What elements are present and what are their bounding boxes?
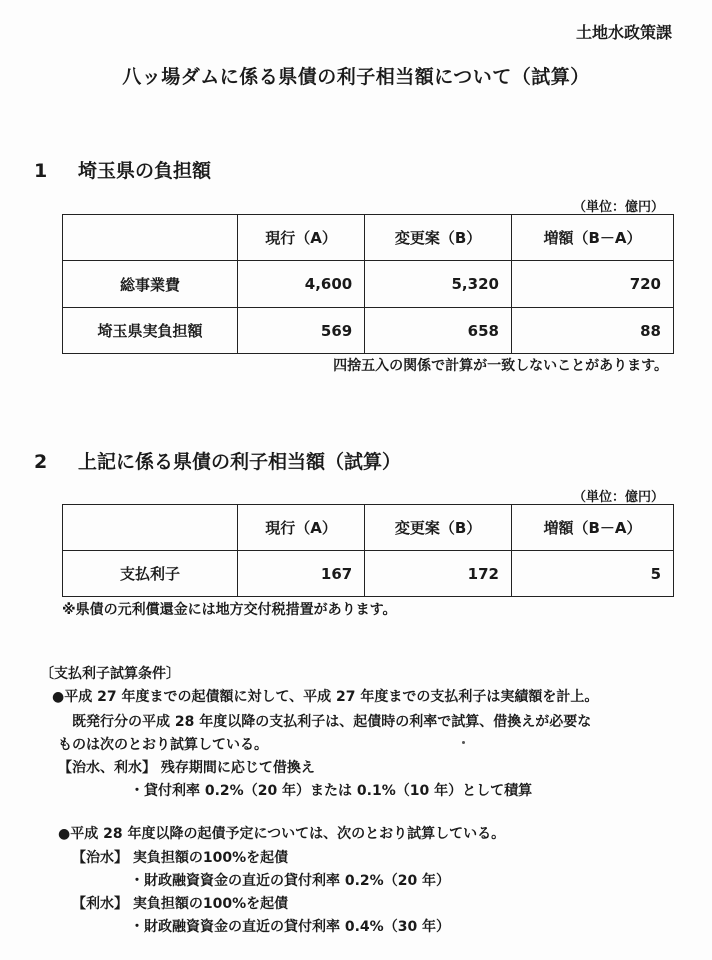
- condition-line: ・財政融資資金の直近の貸付利率 0.2%（20 年）: [130, 873, 451, 889]
- value-increase: 5: [511, 551, 673, 597]
- condition-line: ●平成 28 年度以降の起債予定については、次のとおり試算している。: [58, 826, 506, 842]
- section1-unit: （単位：億円）: [572, 200, 664, 215]
- value-proposed: 5,320: [365, 261, 512, 308]
- condition-line: 【利水】 実負担額の100%を起債: [72, 896, 289, 912]
- header-cell-empty: [63, 505, 238, 551]
- condition-line: 【治水、利水】 残存期間に応じて借換え: [58, 760, 315, 776]
- row-label: 支払利子: [63, 551, 238, 597]
- header-cell-proposed: 変更案（B）: [365, 505, 512, 551]
- section2-title: 上記に係る県債の利子相当額（試算）: [78, 451, 402, 473]
- section2-table: [62, 504, 674, 597]
- header-cell-increase: 増額（B－A）: [511, 505, 673, 551]
- table-row: [63, 551, 674, 597]
- header-cell-current: 現行（A）: [238, 505, 365, 551]
- value-proposed: 658: [365, 308, 512, 354]
- header-cell-increase: 増額（B－A）: [511, 215, 673, 261]
- document-title: 八ッ場ダムに係る県債の利子相当額について（試算）: [122, 66, 590, 88]
- section2-unit: （単位：億円）: [572, 490, 664, 505]
- value-current: 4,600: [238, 261, 365, 308]
- header-cell-current: 現行（A）: [238, 215, 365, 261]
- value-increase: 88: [511, 308, 673, 354]
- value-current: 569: [238, 308, 365, 354]
- section1-table: [62, 214, 674, 354]
- value-proposed: 172: [365, 551, 512, 597]
- row-label: 総事業費: [63, 261, 238, 308]
- condition-line: ものは次のとおり試算している。: [58, 737, 268, 753]
- condition-line: ・財政融資資金の直近の貸付利率 0.4%（30 年）: [130, 919, 451, 935]
- header-cell-proposed: 変更案（B）: [365, 215, 512, 261]
- condition-line: 既発行分の平成 28 年度以降の支払利子は、起債時の利率で試算、借換えが必要な: [72, 714, 592, 730]
- section2-heading: [34, 447, 401, 474]
- condition-line: 【治水】 実負担額の100%を起債: [72, 850, 289, 866]
- table-row: [63, 261, 674, 308]
- conditions-heading: 〔支払利子試算条件〕: [40, 666, 180, 682]
- section1-heading: [34, 156, 211, 183]
- condition-line: ・貸付利率 0.2%（20 年）または 0.1%（10 年）として積算: [130, 783, 533, 799]
- value-increase: 720: [511, 261, 673, 308]
- department-name: 土地水政策課: [575, 23, 672, 42]
- table-header-row: [63, 215, 674, 261]
- section1-number: 1: [34, 160, 48, 182]
- value-current: 167: [238, 551, 365, 597]
- section2-number: 2: [34, 451, 48, 473]
- section1-note: 四捨五入の関係で計算が一致しないことがあります。: [333, 358, 668, 374]
- scan-speck: [462, 741, 465, 744]
- table-header-row: [63, 505, 674, 551]
- section1-title: 埼玉県の負担額: [78, 160, 212, 182]
- condition-line: ●平成 27 年度までの起債額に対して、平成 27 年度までの支払利子は実績額を計上。: [52, 689, 599, 705]
- table-row: [63, 308, 674, 354]
- row-label: 埼玉県実負担額: [63, 308, 238, 354]
- header-cell-empty: [63, 215, 238, 261]
- section2-note: ※県債の元利償還金には地方交付税措置があります。: [62, 602, 397, 618]
